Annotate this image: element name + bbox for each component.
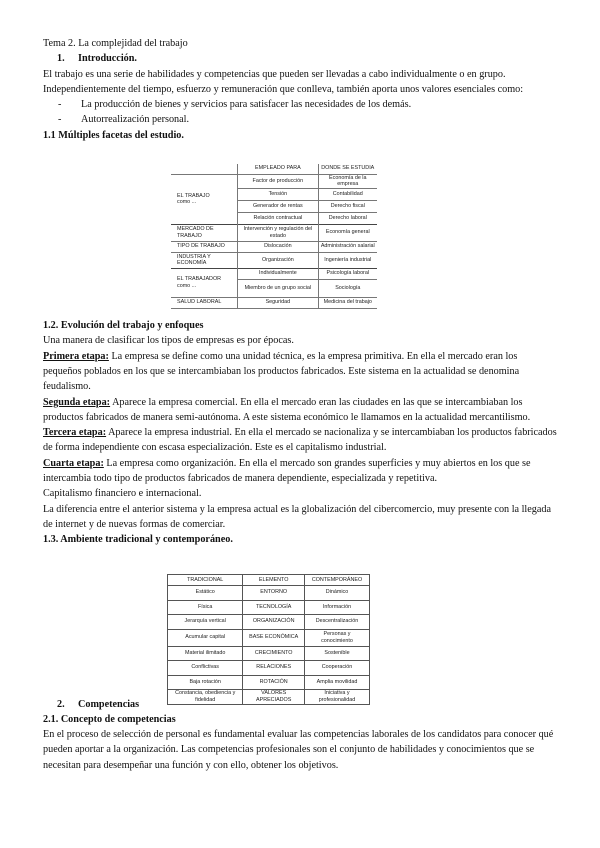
table-row: Tensión Contabilidad xyxy=(171,188,377,200)
evolution-closing: La diferencia entre el anterior sistema y la empresa actual es la globalización del cibercomercio, muy presente con la llegada de internet y de nuevas formas de comerciar. xyxy=(43,503,552,530)
competencias-paragraph: En el proceso de selección de personal es fundamental evaluar las competencias laborales de los candidatos para conocer qué pueden aportar a la organización. Las competencias profesionales son el conjunto de habilidades y conocimientos que se necesitan para desempeñar una función y con ello, obtener los objetivos. xyxy=(43,729,554,771)
section-2-heading: 2. Competencias xyxy=(57,698,140,710)
table-row: EL TRABAJO como ... Factor de producción Economía de la empresa xyxy=(171,174,377,188)
table-row: MERCADO DE TRABAJO Intervención y regulación del estado Economía general xyxy=(171,224,377,241)
table-row: Relación contractual Derecho laboral xyxy=(171,212,377,224)
header-donde: DONDE SE ESTUDIA xyxy=(318,164,377,174)
section-1-2-heading: 1.2. Evolución del trabajo y enfoques xyxy=(43,320,204,332)
stage-2-paragraph: Segunda etapa: Aparece la empresa comercial. En ella el mercado eran las ciudades en las que se intercambiaban los productos fabricados de manera semi-autónoma. A este sistema económico le llamamos en la actualidad mercantilismo. xyxy=(43,396,531,423)
section-1-heading: 1. Introducción. xyxy=(57,53,137,65)
stage-4-paragraph: Cuarta etapa: La empresa como organización. En ella el mercado son grandes superficies y muy abiertos en los que se intercambia todo tipo de productos fabricados de manera dependiente, especializada y repetitiva. xyxy=(43,457,531,485)
row-label-trabajo: EL TRABAJO como ... xyxy=(171,174,238,224)
table-row: Estático ENTORNO Dinámico xyxy=(168,586,370,601)
intro-paragraph: El trabajo es una serie de habilidades y competencias que pueden ser llevadas a cabo individualmente o en grupo. Independientemente del tiempo, esfuerzo y remuneración que conlleva, también aporta unos valores esenciales como: xyxy=(43,68,524,95)
table-row: Generador de rentas Derecho fiscal xyxy=(171,200,377,212)
table-row: Constancia, obediencia y fidelidad VALORES APRECIADOS Iniciativa y profesionalidad xyxy=(168,690,370,705)
table-row xyxy=(171,164,377,174)
table-row: Acumular capital BASE ECONÓMICA Personas y conocimiento xyxy=(168,629,370,646)
table-row: SALUD LABORAL Seguridad Medicina del trabajo xyxy=(171,297,377,308)
table-row: Baja rotación ROTACIÓN Amplia movilidad xyxy=(168,675,370,690)
row-label-trabajador: EL TRABAJADOR como ... xyxy=(171,268,238,297)
list-item: - La producción de bienes y servicios para satisfacer las necesidades de los demás. xyxy=(58,99,412,111)
stage-3-paragraph: Tercera etapa: Aparece la empresa industrial. En ella el mercado se nacionaliza y se intercambiaban los productos fabricados de forma independiente con escasa especialización. Este es el capitalismo industrial. xyxy=(43,427,557,454)
stage-4-extra: Capitalismo financiero e internacional. xyxy=(43,488,202,500)
table-row: INDUSTRIA Y ECONOMÍA Organización Ingeniería industrial xyxy=(171,252,377,268)
facets-table xyxy=(171,164,377,309)
environment-table xyxy=(167,574,370,705)
table-row: EL TRABAJADOR como ... Individualmente Psicología laboral xyxy=(171,268,377,279)
table-row: Jerarquía vertical ORGANIZACIÓN Descentralización xyxy=(168,615,370,630)
section-2-1-heading: 2.1. Concepto de competencias xyxy=(43,713,176,725)
list-item: - Autorrealización personal. xyxy=(58,114,190,126)
table-row: Conflictivas RELACIONES Cooperación xyxy=(168,661,370,676)
table-row: Miembro de un grupo social Sociología xyxy=(171,279,377,297)
stage-1-paragraph: Primera etapa: La empresa se define como una unidad técnica, es la empresa primitiva. En ella el mercado eran los pequeños poblados en los que se intercambiaban los productos fabricados. Este sistema en la actualidad se denomina feudalismo. xyxy=(43,350,520,393)
header-empleado: EMPLEADO PARA xyxy=(254,165,301,172)
section-1-3-heading: 1.3. Ambiente tradicional y contemporáneo. xyxy=(43,534,233,546)
table-row: Material ilimitado CRECIMIENTO Sostenible xyxy=(168,646,370,661)
section-1-1-heading: 1.1 Múltiples facetas del estudio. xyxy=(43,129,184,141)
table-header-row: TRADICIONAL ELEMENTO CONTEMPORÁNEO xyxy=(168,575,370,586)
table-row: TIPO DE TRABAJO Dislocación Administración salarial xyxy=(171,241,377,252)
document-title: Tema 2. La complejidad del trabajo xyxy=(43,38,188,49)
table-row: Física TECNOLOGÍA Información xyxy=(168,600,370,615)
evolution-intro: Una manera de clasificar los tipos de empresas es por épocas. xyxy=(43,335,294,347)
